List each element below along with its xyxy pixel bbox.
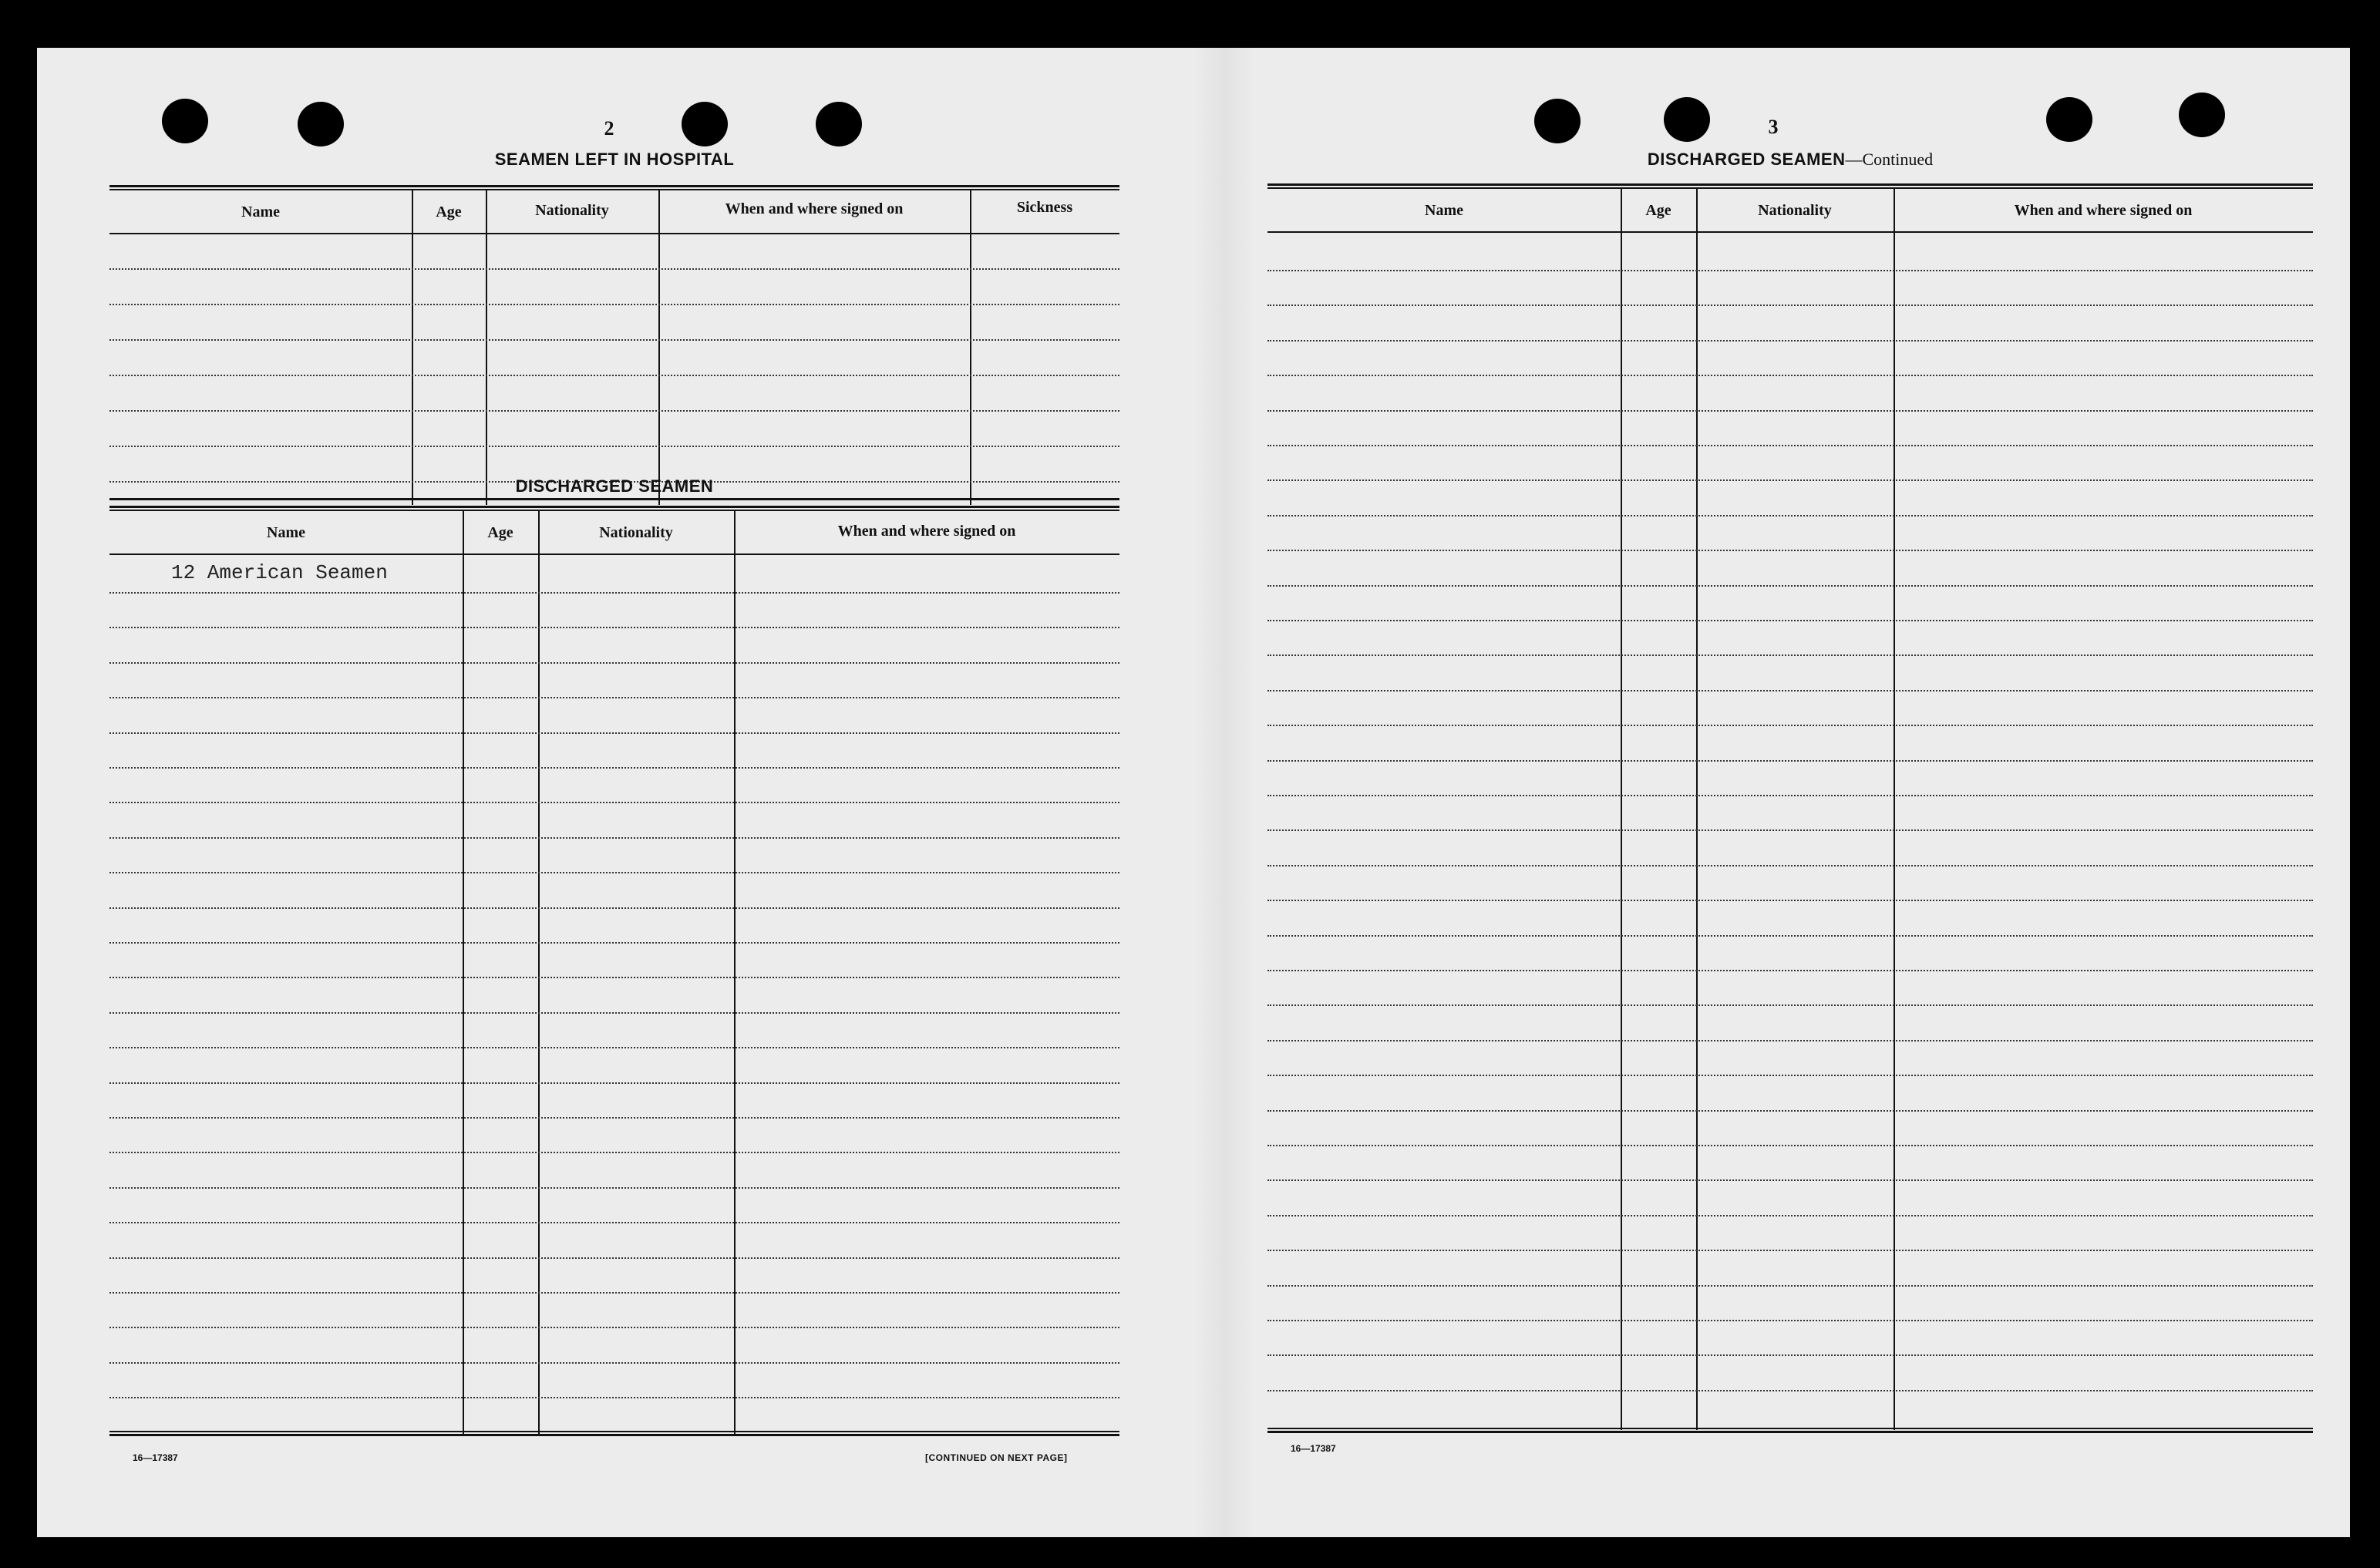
punch-hole	[2046, 97, 2092, 142]
ruled-line	[1267, 1040, 2313, 1041]
ruled-line	[1267, 725, 2313, 726]
ruled-line	[1267, 340, 2313, 342]
ruled-line	[109, 1047, 1119, 1048]
ruled-line	[109, 1222, 1119, 1223]
ruled-line	[1267, 1110, 2313, 1112]
column-header-nationality: Nationality	[535, 202, 609, 219]
page-number: 2	[604, 117, 614, 140]
punch-hole	[2179, 93, 2225, 137]
ruled-line	[1267, 900, 2313, 901]
column-header-nationality: Nationality	[599, 524, 673, 541]
ruled-line	[1267, 479, 2313, 481]
ruled-line	[109, 732, 1119, 734]
discharged-section-title: DISCHARGED SEAMEN	[515, 476, 714, 496]
ruled-line	[109, 1327, 1119, 1328]
ruled-line	[1267, 1004, 2313, 1006]
discharged-continued-table	[1267, 183, 2313, 1435]
ruled-line	[109, 592, 1119, 594]
ruled-line	[1267, 1354, 2313, 1356]
punch-hole	[816, 102, 862, 146]
punch-hole	[1534, 99, 1580, 143]
ruled-line	[1267, 690, 2313, 691]
column-header-name: Name	[1425, 202, 1463, 219]
column-header-signed-on: When and where signed on	[725, 200, 904, 217]
column-header-age: Age	[1645, 202, 1671, 219]
ruled-line	[1267, 620, 2313, 621]
ruled-line	[109, 1187, 1119, 1189]
hospital-section-title: SEAMEN LEFT IN HOSPITAL	[494, 150, 735, 169]
ruled-line	[109, 627, 1119, 628]
ruled-line	[1267, 515, 2313, 516]
document-page	[37, 48, 2350, 1537]
ruled-line	[109, 662, 1119, 664]
punch-hole	[162, 99, 208, 143]
ruled-line	[109, 837, 1119, 839]
continued-note: [CONTINUED ON NEXT PAGE]	[925, 1452, 1068, 1463]
page-number: 3	[1768, 116, 1779, 138]
ruled-line	[1267, 1285, 2313, 1287]
ruled-line	[1267, 445, 2313, 446]
column-header-name: Name	[267, 524, 305, 541]
column-header-nationality: Nationality	[1758, 202, 1832, 219]
ruled-line	[1267, 935, 2313, 937]
ruled-line	[1267, 1320, 2313, 1321]
ruled-line	[1267, 1390, 2313, 1391]
ruled-line	[1267, 760, 2313, 762]
hospital-table	[109, 185, 1119, 507]
ruled-line	[109, 802, 1119, 803]
title-text: DISCHARGED SEAMEN	[1647, 150, 1846, 169]
ruled-line	[1267, 1250, 2313, 1251]
ruled-line	[1267, 270, 2313, 271]
ruled-line	[1267, 1215, 2313, 1216]
discharged-continued-title	[1267, 150, 2313, 170]
ruled-line	[109, 1257, 1119, 1259]
column-header-sickness: Sickness	[1016, 199, 1073, 216]
ruled-line	[1267, 795, 2313, 796]
ruled-line	[109, 1117, 1119, 1119]
ruled-line	[109, 907, 1119, 909]
column-header-age: Age	[487, 524, 513, 541]
ruled-line	[1267, 654, 2313, 656]
form-number: 16—17387	[1291, 1443, 1336, 1454]
ruled-line	[1267, 585, 2313, 587]
ruled-line	[109, 977, 1119, 978]
ruled-line	[1267, 305, 2313, 306]
column-header-name: Name	[241, 204, 280, 220]
punch-hole	[1664, 97, 1710, 142]
seamen-entry: 12 American Seamen	[171, 561, 388, 584]
ruled-line	[109, 942, 1119, 944]
center-fold	[1193, 48, 1255, 1537]
ruled-line	[1267, 829, 2313, 831]
ruled-line	[109, 697, 1119, 698]
ruled-line	[1267, 1075, 2313, 1076]
ruled-line	[1267, 375, 2313, 376]
ruled-line	[109, 1397, 1119, 1398]
column-header-age: Age	[436, 204, 462, 220]
punch-hole	[682, 102, 728, 146]
ruled-line	[1267, 1145, 2313, 1146]
ruled-line	[1267, 550, 2313, 551]
ruled-line	[109, 767, 1119, 769]
ruled-line	[1267, 970, 2313, 971]
column-header-signed-on: When and where signed on	[837, 523, 1016, 540]
ruled-line	[1267, 865, 2313, 866]
ruled-line	[109, 1082, 1119, 1084]
column-header-signed-on: When and where signed on	[2014, 202, 2193, 219]
discharged-table	[109, 506, 1119, 1440]
ruled-line	[109, 1152, 1119, 1153]
ruled-line	[109, 1362, 1119, 1364]
ruled-line	[109, 1292, 1119, 1294]
punch-hole	[298, 102, 344, 146]
ruled-line	[109, 872, 1119, 873]
title-suffix: —Continued	[1845, 150, 1934, 169]
ruled-line	[109, 1012, 1119, 1014]
form-number: 16—17387	[133, 1452, 178, 1463]
ruled-line	[1267, 1179, 2313, 1181]
ruled-line	[1267, 410, 2313, 412]
